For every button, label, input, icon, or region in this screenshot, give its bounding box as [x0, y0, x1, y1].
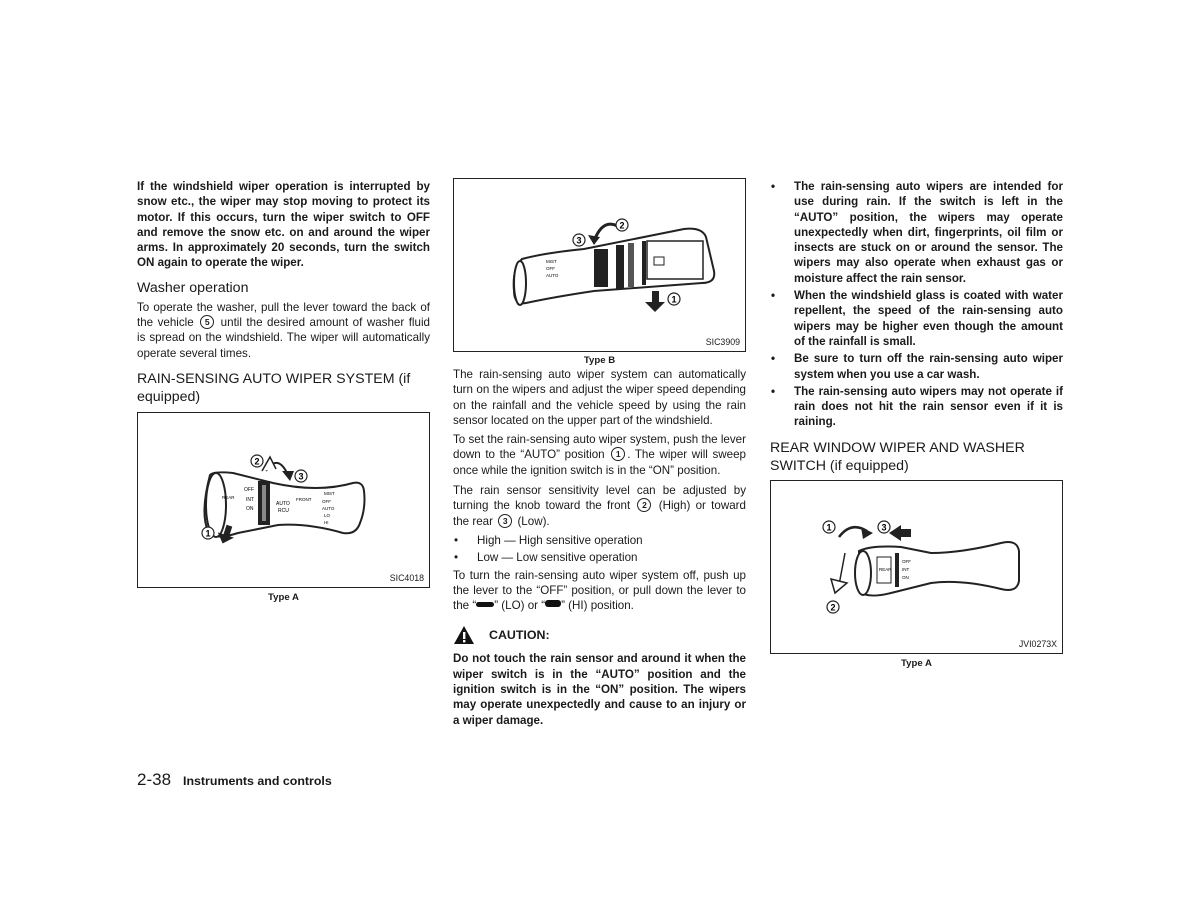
label-off2: OFF: [322, 498, 331, 504]
label-mist: MIST: [324, 490, 335, 496]
figure-type-b: [453, 178, 746, 352]
label-on: ON: [902, 574, 909, 580]
callout-3: 3: [298, 471, 304, 482]
lo-symbol-icon: [476, 602, 494, 607]
label-off: OFF: [244, 486, 254, 493]
label-lo: LO: [324, 512, 331, 518]
callout-2: 2: [637, 498, 651, 512]
sensitivity-list: [453, 533, 746, 566]
sensitivity-c: (Low).: [517, 514, 550, 528]
label-auto: AUTO: [546, 273, 559, 278]
rain-sensor-notes: [770, 179, 1063, 430]
label-int: INT: [902, 566, 910, 572]
callout-3: 3: [498, 514, 512, 528]
turn-off-b: ” (LO) or “: [494, 599, 546, 613]
warning-triangle-icon: [453, 625, 475, 645]
sensitivity-text: [453, 483, 746, 529]
list-item: • The rain-sensing auto wipers may not operate if rain does not hit the rain sensor even if it is raining.: [770, 384, 1063, 430]
washer-text: [137, 300, 430, 361]
hi-symbol-icon: [545, 600, 561, 607]
label-auto: AUTO: [276, 500, 290, 507]
callout-5: 5: [200, 315, 214, 329]
snow-warning: If the windshield wiper operation is interrupted by snow etc., the wiper may stop moving to protect its motor. If this occurs, turn the wiper switch to OFF and remove the snow etc. on and around the wiper arms. In approximately 20 seconds, turn the switch ON again to operate the wiper.: [137, 180, 430, 270]
figure-caption: Type A: [268, 591, 299, 603]
sensitivity-b: (High) or toward the rear: [453, 499, 746, 528]
list-item: • Be sure to turn off the rain-sensing auto wiper system when you use a car wash.: [770, 351, 1063, 382]
set-auto-a: To set the rain-sensing auto wiper system, push the lever down to the “AUTO” position: [453, 433, 746, 462]
sensitivity-a: The rain sensor sensitivity level can be adjusted by turning the knob toward the front: [453, 484, 746, 513]
callout-2: 2: [619, 220, 625, 231]
label-off: OFF: [546, 266, 555, 271]
set-auto-text: [453, 432, 746, 478]
figure-code: JVI0273X: [1018, 638, 1057, 649]
wiper-lever-illustration-a: [138, 413, 429, 587]
section-title: Instruments and controls: [183, 774, 332, 788]
callout-1: 1: [671, 294, 677, 305]
page-footer: [137, 770, 332, 790]
caution-label: CAUTION:: [489, 628, 550, 643]
label-rcu: RCU: [278, 507, 289, 514]
washer-heading: Washer operation: [137, 279, 249, 296]
turn-off-text: [453, 568, 746, 614]
list-item: • When the windshield glass is coated with water repellent, the speed of the rain-sensing auto wipers may be higher even though the amount of the rainfall is small.: [770, 288, 1063, 349]
list-item: • The rain-sensing auto wipers are intended for use during rain. If the switch is left in the “AUTO” position, the wipers may operate unexpectedly when dirt, fingerprints, oil film or insects are stuck on or around the sensor. The wipers may also operate when exhaust gas or moisture affect the rain sensor.: [770, 179, 1063, 286]
label-int: INT: [246, 496, 255, 503]
callout-1: 1: [205, 528, 211, 539]
wiper-lever-illustration-b: [454, 179, 745, 351]
page-number: 2-38: [137, 770, 172, 789]
callout-3: 3: [881, 522, 887, 533]
list-item: • High — High sensitive operation: [453, 533, 746, 548]
label-on: ON: [246, 505, 254, 512]
figure-code: SIC4018: [389, 572, 424, 583]
label-front: FRONT: [296, 496, 312, 502]
label-hi: HI: [324, 519, 329, 525]
callout-3: 3: [576, 235, 582, 246]
callout-1: 1: [611, 447, 625, 461]
label-rear: REAR: [222, 494, 235, 500]
figure-rear-type-a: [770, 480, 1063, 654]
label-mist: MIST: [546, 259, 557, 264]
rear-wiper-lever-illustration: [771, 481, 1062, 653]
callout-2: 2: [254, 456, 260, 467]
turn-off-c: ” (HI) position.: [561, 599, 634, 613]
figure-caption: Type A: [901, 657, 932, 669]
label-rear: REAR: [879, 566, 892, 572]
column-right: [770, 178, 1063, 669]
rain-sensing-intro: The rain-sensing auto wiper system can automatically turn on the wipers and adjust the wiper speed depending on the rainfall and the vehicle speed by using the rain sensor located on the upper part of the windshield.: [453, 368, 746, 427]
rain-sensing-heading: RAIN-SENSING AUTO WIPER SYSTEM (if equipped): [137, 370, 411, 405]
washer-text-b: until the desired amount of washer fluid is spread on the windshield. The wiper will automatically operate several times.: [137, 316, 430, 360]
turn-off-a: To turn the rain-sensing auto wiper system off, push up the lever to the “OFF” position, or pull down the lever to the “: [453, 568, 746, 613]
figure-caption: Type B: [583, 355, 616, 366]
figure-type-a: [137, 412, 430, 588]
callout-1: 1: [826, 522, 832, 533]
rear-wiper-heading: REAR WINDOW WIPER AND WASHER SWITCH (if equipped): [770, 439, 1025, 474]
caution-text: Do not touch the rain sensor and around it when the wiper switch is in the “AUTO” position and the ignition switch is in the “ON” position. The wipers may operate unexpectedly and cause to an injury or a wiper damage.: [453, 652, 746, 727]
list-item: • Low — Low sensitive operation: [453, 550, 746, 565]
callout-2: 2: [830, 602, 836, 613]
set-auto-b: . The wiper will sweep once while the ignition switch is in the “ON” position.: [453, 448, 746, 477]
caution-header: [453, 625, 746, 645]
washer-text-a: To operate the washer, pull the lever toward the back of the vehicle: [137, 300, 430, 330]
label-off: OFF: [902, 558, 911, 564]
figure-code: SIC3909: [705, 337, 740, 347]
column-left: [137, 178, 430, 603]
label-auto2: AUTO: [322, 505, 335, 511]
column-middle: [453, 178, 746, 728]
